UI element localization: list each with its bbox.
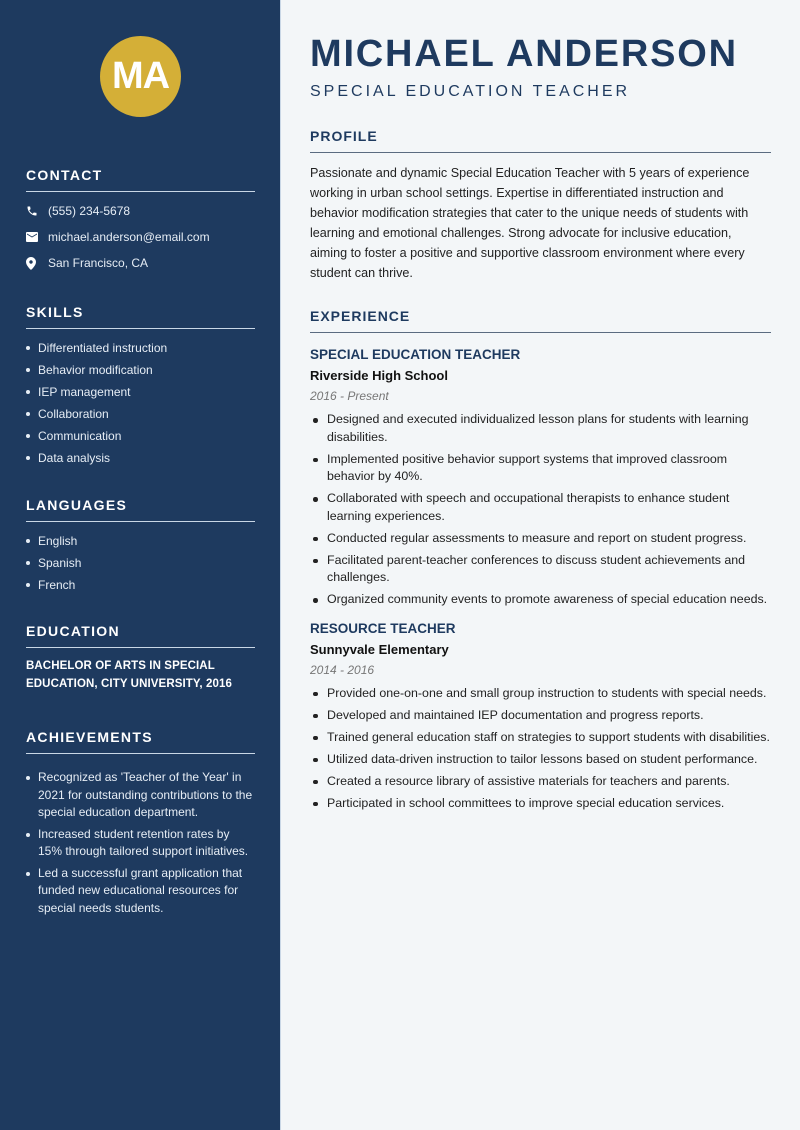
job-dates: 2014 - 2016 [310, 662, 375, 677]
contact-email [26, 224, 255, 250]
achievements-section [26, 729, 255, 921]
experience-heading: EXPERIENCE [310, 308, 771, 333]
achievement-item: Led a successful grant application that funded new educational resources for special needs students. [26, 865, 255, 918]
job-bullet: Participated in school committees to improve special education services. [310, 795, 771, 813]
job-bullet: Created a resource library of assistive materials for teachers and parents. [310, 773, 771, 791]
language-item: Spanish [26, 552, 255, 574]
skill-item: Behavior modification [26, 359, 255, 381]
contact-phone [26, 198, 255, 224]
sidebar-edge [280, 0, 281, 1130]
experience-section [310, 308, 771, 817]
job-bullet: Conducted regular assessments to measure and report on student progress. [310, 530, 771, 548]
job-bullet: Trained general education staff on strategies to support students with disabilities. [310, 729, 771, 747]
job-dates: 2016 - Present [310, 389, 389, 403]
achievements-list [26, 769, 255, 917]
candidate-name: MICHAEL ANDERSON [310, 33, 738, 75]
contact-heading: CONTACT [26, 167, 255, 192]
job-bullet: Organized community events to promote awareness of special education needs. [310, 591, 771, 609]
skills-section [26, 304, 255, 469]
language-item: French [26, 574, 255, 596]
languages-list [26, 530, 255, 596]
email-text: michael.anderson@email.com [48, 230, 210, 244]
job-bullet: Developed and maintained IEP documentation and progress reports. [310, 707, 771, 725]
job-bullet: Utilized data-driven instruction to tailor lessons based on student performance. [310, 751, 771, 769]
job-bullet: Designed and executed individualized lesson plans for students with learning disabilities. [310, 411, 771, 446]
job-title: RESOURCE TEACHER [310, 620, 456, 636]
education-degree: BACHELOR OF ARTS IN SPECIAL EDUCATION, CITY UNIVERSITY, 2016 [26, 660, 232, 690]
job-bullet: Collaborated with speech and occupational therapists to enhance student learning experiences. [310, 490, 771, 525]
candidate-title: SPECIAL EDUCATION TEACHER [310, 83, 631, 100]
profile-summary: Passionate and dynamic Special Education Teacher with 5 years of experience working in urban school settings. Expertise in differentiated instruction and behavior modification strategies that cater to the unique needs of students with learning and emotional challenges. Strong advocate for inclusive education, aiming to foster a positive and supportive classroom environment where every student can thrive. [310, 166, 750, 280]
job-entry [310, 347, 771, 609]
sidebar [0, 0, 280, 1130]
skill-item: Communication [26, 425, 255, 447]
achievement-item: Recognized as 'Teacher of the Year' in 2021 for outstanding contributions to the special education department. [26, 769, 255, 822]
skill-item: Data analysis [26, 447, 255, 469]
skill-item: IEP management [26, 381, 255, 403]
job-entry [310, 621, 771, 813]
phone-text: (555) 234-5678 [48, 204, 131, 218]
phone-icon [26, 205, 48, 217]
profile-heading: PROFILE [310, 128, 771, 153]
skills-list [26, 337, 255, 469]
job-bullets [310, 411, 771, 609]
achievement-item: Increased student retention rates by 15% through tailored support initiatives. [26, 826, 255, 861]
skill-item: Collaboration [26, 403, 255, 425]
education-section [26, 623, 255, 693]
languages-section [26, 497, 255, 596]
location-pin-icon [26, 257, 48, 270]
job-company: Riverside High School [310, 368, 448, 383]
job-company: Sunnyvale Elementary [310, 641, 449, 657]
avatar-initials: MA [111, 55, 170, 97]
education-heading: EDUCATION [26, 623, 255, 648]
achievements-heading: ACHIEVEMENTS [26, 729, 255, 754]
job-bullet: Provided one-on-one and small group instruction to students with special needs. [310, 685, 771, 703]
language-item: English [26, 530, 255, 552]
avatar [100, 36, 181, 117]
job-bullet: Facilitated parent-teacher conferences to discuss student achievements and challenges. [310, 552, 771, 587]
job-bullet: Implemented positive behavior support systems that improved classroom behavior by 40%. [310, 451, 771, 486]
skill-item: Differentiated instruction [26, 337, 255, 359]
contact-location [26, 250, 255, 276]
skills-heading: SKILLS [26, 304, 255, 329]
job-title: SPECIAL EDUCATION TEACHER [310, 347, 521, 362]
location-text: San Francisco, CA [48, 256, 149, 270]
profile-section [310, 128, 771, 283]
contact-section [26, 167, 255, 276]
email-icon [26, 232, 48, 242]
job-bullets [310, 685, 771, 813]
languages-heading: LANGUAGES [26, 497, 255, 522]
